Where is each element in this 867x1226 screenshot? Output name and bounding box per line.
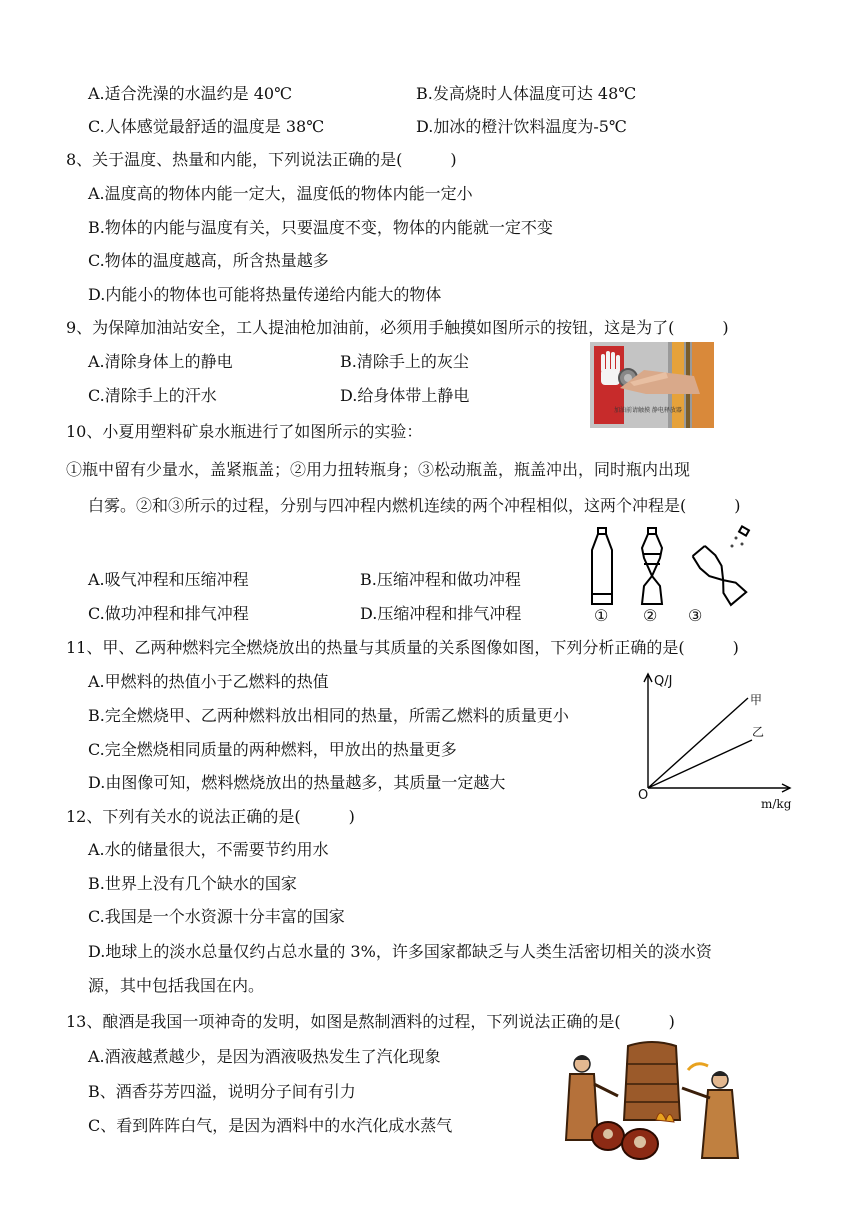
graph-origin: O: [638, 788, 649, 803]
q11-option-c: C.完全燃烧相同质量的两种燃料，甲放出的热量更多: [88, 740, 457, 759]
q10-option-a: A.吸气冲程和压缩冲程: [88, 570, 249, 589]
q13-stem: 13、酿酒是我国一项神奇的发明，如图是熬制酒料的过程，下列说法正确的是( ): [66, 1012, 675, 1031]
figure-label-1: ①: [594, 606, 609, 625]
static-discharge-button-photo: [590, 342, 714, 428]
q8-option-c: C.物体的温度越高，所含热量越多: [88, 251, 329, 270]
q10-option-b: B.压缩冲程和做功冲程: [360, 570, 521, 589]
graph-y-label: Q/J: [654, 674, 673, 689]
q12-option-d-line1: D.地球上的淡水总量仅约占总水量的 3%，许多国家都缺乏与人类生活密切相关的淡水资: [88, 942, 712, 961]
q9-option-c: C.清除手上的汗水: [88, 386, 217, 405]
figure-label-2: ②: [643, 606, 658, 625]
q10-option-d: D.压缩冲程和排气冲程: [360, 604, 522, 623]
q10-description-1: ①瓶中留有少量水，盖紧瓶盖；②用力扭转瓶身；③松动瓶盖，瓶盖冲出，同时瓶内出现: [66, 460, 691, 479]
q7-option-d: D.加冰的橙汁饮料温度为-5℃: [416, 117, 627, 136]
line-jia: [648, 698, 748, 788]
q7-option-a: A.适合洗澡的水温约是 40℃: [88, 84, 292, 103]
q13-option-c: C、看到阵阵白气，是因为酒料中的水汽化成水蒸气: [88, 1116, 453, 1135]
q10-stem: 10、小夏用塑料矿泉水瓶进行了如图所示的实验：: [66, 422, 423, 441]
graph-line-yi-label: 乙: [752, 725, 765, 739]
q7-option-b: B.发高烧时人体温度可达 48℃: [416, 84, 637, 103]
q12-option-a: A.水的储量很大，不需要节约用水: [88, 840, 329, 859]
q12-stem: 12、下列有关水的说法正确的是( ): [66, 807, 355, 826]
graph-x-label: m/kg: [761, 797, 792, 811]
q9-option-d: D.给身体带上静电: [340, 386, 470, 405]
q11-option-b: B.完全燃烧甲、乙两种燃料放出相同的热量，所需乙燃料的质量更小: [88, 706, 569, 725]
figure-label-3: ③: [688, 606, 703, 625]
q12-option-b: B.世界上没有几个缺水的国家: [88, 874, 297, 893]
q8-option-d: D.内能小的物体也可能将热量传递给内能大的物体: [88, 285, 442, 304]
q11-option-d: D.由图像可知，燃料燃烧放出的热量越多，其质量一定越大: [88, 773, 506, 792]
q12-option-c: C.我国是一个水资源十分丰富的国家: [88, 907, 345, 926]
wine-brewing-illustration: [560, 1040, 750, 1162]
q13-option-b: B、酒香芬芳四溢，说明分子间有引力: [88, 1082, 356, 1101]
q8-option-b: B.物体的内能与温度有关，只要温度不变，物体的内能就一定不变: [88, 218, 553, 237]
q9-option-a: A.清除身体上的静电: [88, 352, 233, 371]
line-yi: [648, 740, 752, 788]
q9-option-b: B.清除手上的灰尘: [340, 352, 469, 371]
graph-line-jia-label: 甲: [750, 693, 763, 707]
photo-sign-text: 加油前请触摸 静电释放器: [614, 407, 682, 414]
q11-option-a: A.甲燃料的热值小于乙燃料的热值: [88, 672, 329, 691]
q11-stem: 11、甲、乙两种燃料完全燃烧放出的热量与其质量的关系图像如图，下列分析正确的是( ): [66, 638, 739, 657]
q10-option-c: C.做功冲程和排气冲程: [88, 604, 249, 623]
q8-option-a: A.温度高的物体内能一定大，温度低的物体内能一定小: [88, 184, 473, 203]
q13-option-a: A.酒液越煮越少，是因为酒液吸热发生了汽化现象: [88, 1047, 441, 1066]
q10-description-2: 白雾。②和③所示的过程，分别与四冲程内燃机连续的两个冲程相似，这两个冲程是( ): [88, 496, 741, 515]
q9-stem: 9、为保障加油站安全，工人提油枪加油前，必须用手触摸如图所示的按钮，这是为了( ): [66, 318, 729, 337]
q7-option-c: C.人体感觉最舒适的温度是 38℃: [88, 117, 325, 136]
q8-stem: 8、关于温度、热量和内能，下列说法正确的是( ): [66, 150, 457, 169]
q12-option-d-line2: 源，其中包括我国在内。: [88, 976, 265, 995]
